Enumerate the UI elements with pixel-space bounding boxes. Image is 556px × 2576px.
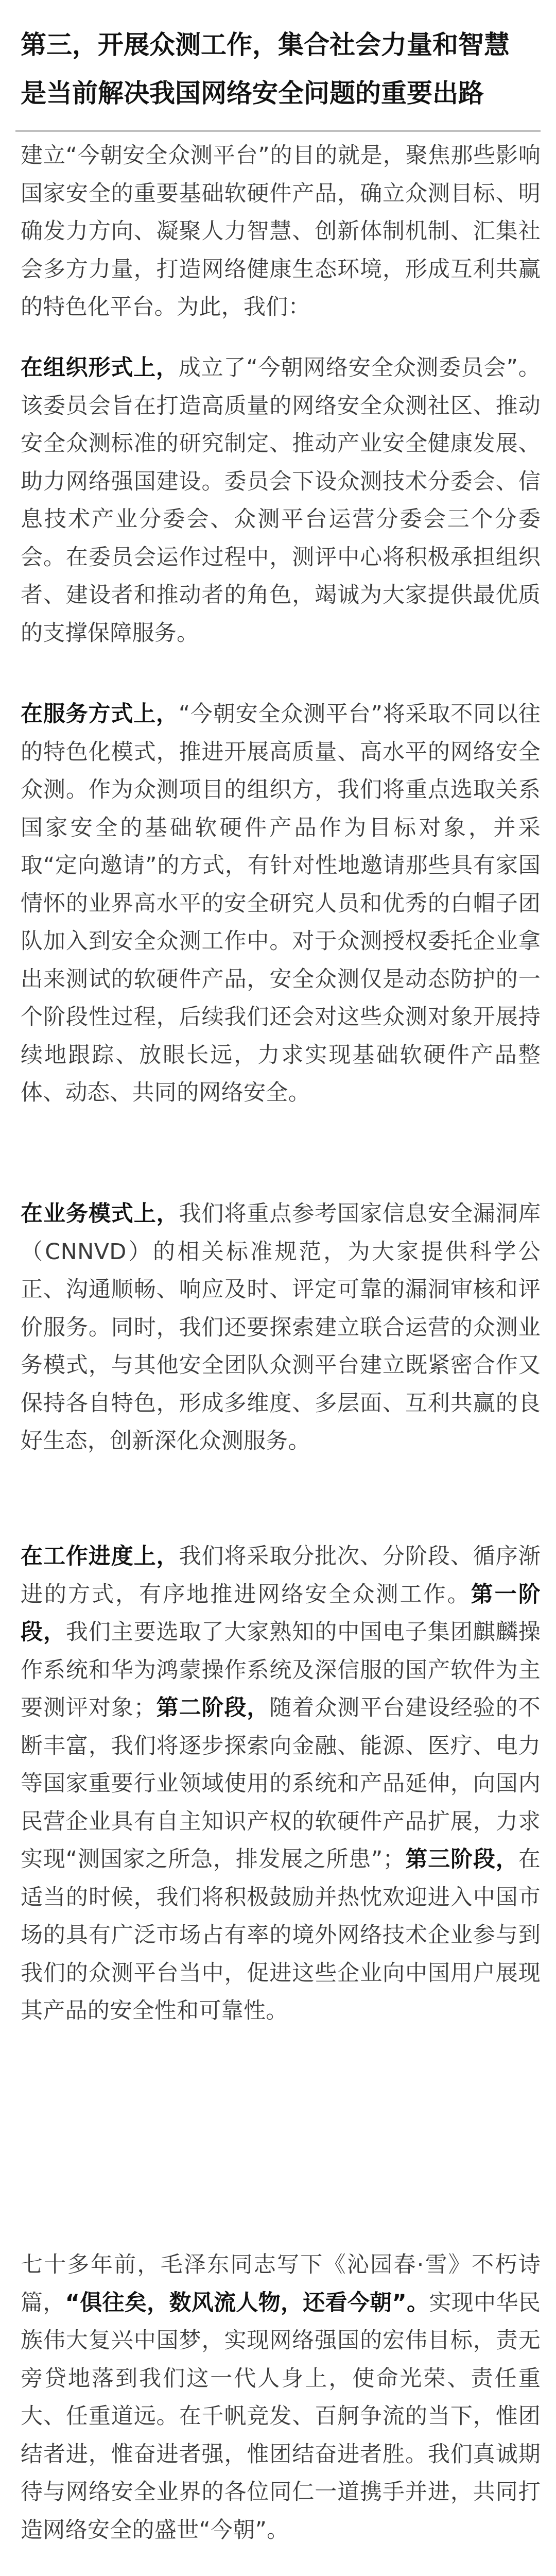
closing-quote: “俱往矣，数风流人物，还看今朝”。 [65,2290,429,2316]
section-heading [21,21,538,117]
business-label: 在业务模式上， [21,1201,179,1227]
business-paragraph [21,1195,541,1461]
org-text: 成立了“今朝网络安全众测委员会”。该委员会旨在打造高质量的网络安全众测社区、推动安全众测标准的研究制定、推动产业安全健康发展、助力网络强国建设。委员会下设众测技术分委会、信息技术产业分委会、众测平台运营分委会三个分委会。在委员会运作过程中，测评中心将积极承担组织者、建设者和推动者的角色，竭诚为大家提供最优质的支撑保障服务。 [21,355,541,646]
org-label: 在组织形式上， [21,355,179,381]
service-paragraph [21,696,541,1112]
closing-text-2: 实现中华民族伟大复兴中国梦，实现网络强国的宏伟目标，责无旁贷地落到我们这一代人身上，使命光荣、责任重大、任重道远。在千帆竞发、百舸争流的当下，惟团结者进，惟奋进者强，惟团结奋进者胜。我们真诚期待与网络安全业界的各位同仁一道携手并进，共同打造网络安全的盛世“今朝”。 [21,2290,541,2543]
progress-label: 在工作进度上， [21,1544,179,1569]
intro-paragraph [21,137,541,327]
stage1-label: 第一阶段， [21,1581,541,1645]
intro-text: 建立“今朝安全众测平台”的目的就是，聚焦那些影响国家安全的重要基础软硬件产品，确立众测目标、明确发力方向、凝聚人力智慧、创新体制机制、汇集社会多方力量，打造网络健康生态环境，形成互利共赢的特色化平台。为此，我们： [21,143,541,320]
stage3-label: 第三阶段， [405,1846,518,1872]
progress-paragraph [21,1538,541,2030]
closing-paragraph [21,2246,541,2549]
closing-text-1: 七十多年前，毛泽东同志写下《沁园春·雪》不朽诗篇， [21,2252,541,2316]
stage2-label: 第二阶段， [156,1695,270,1721]
stage2-text: 随着众测平台建设经验的不断丰富，我们将逐步探索向金融、能源、医疗、电力等国家重要行业领域使用的系统和产品延伸，向国内民营企业具有自主知识产权的软硬件产品扩展，力求实现“测国家之所急，排发展之所患”； [21,1695,541,1872]
service-label: 在服务方式上， [21,701,179,727]
heading-line-2: 是当前解决我国网络安全问题的重要出路 [21,78,484,108]
stage3-text: 在适当的时候，我们将积极鼓励并热忱欢迎进入中国市场的具有广泛市场占有率的境外网络技术企业参与到我们的众测平台当中，促进这些企业向中国用户展现其产品的安全性和可靠性。 [21,1846,541,2024]
stage1-text: 我们主要选取了大家熟知的中国电子集团麒麟操作系统和华为鸿蒙操作系统及深信服的国产软件为主要测评对象； [21,1619,541,1721]
org-paragraph [21,349,541,652]
heading-line-1: 第三，开展众测工作，集合社会力量和智慧 [21,30,510,60]
business-text: 我们将重点参考国家信息安全漏洞库（CNNVD）的相关标准规范，为大家提供科学公正、沟通顺畅、响应及时、评定可靠的漏洞审核和评价服务。同时，我们还要探索建立联合运营的众测业务模式，与其他安全团队众测平台建立既紧密合作又保持各自特色，形成多维度、多层面、互利共赢的良好生态，创新深化众测服务。 [21,1201,541,1454]
service-text: “今朝安全众测平台”将采取不同以往的特色化模式，推进开展高质量、高水平的网络安全众测。作为众测项目的组织方，我们将重点选取关系国家安全的基础软硬件产品作为目标对象，并采取“定向邀请”的方式，有针对性地邀请那些具有家国情怀的业界高水平的安全研究人员和优秀的白帽子团队加入到安全众测工作中。对于众测授权委托企业拿出来测试的软硬件产品，安全众测仅是动态防护的一个阶段性过程，后续我们还会对这些众测对象开展持续地跟踪、放眼长远，力求实现基础软硬件产品整体、动态、共同的网络安全。 [21,701,541,1106]
progress-text: 我们将采取分批次、分阶段、循序渐进的方式，有序地推进网络安全众测工作。 [21,1544,541,1607]
heading-underline [15,130,541,132]
